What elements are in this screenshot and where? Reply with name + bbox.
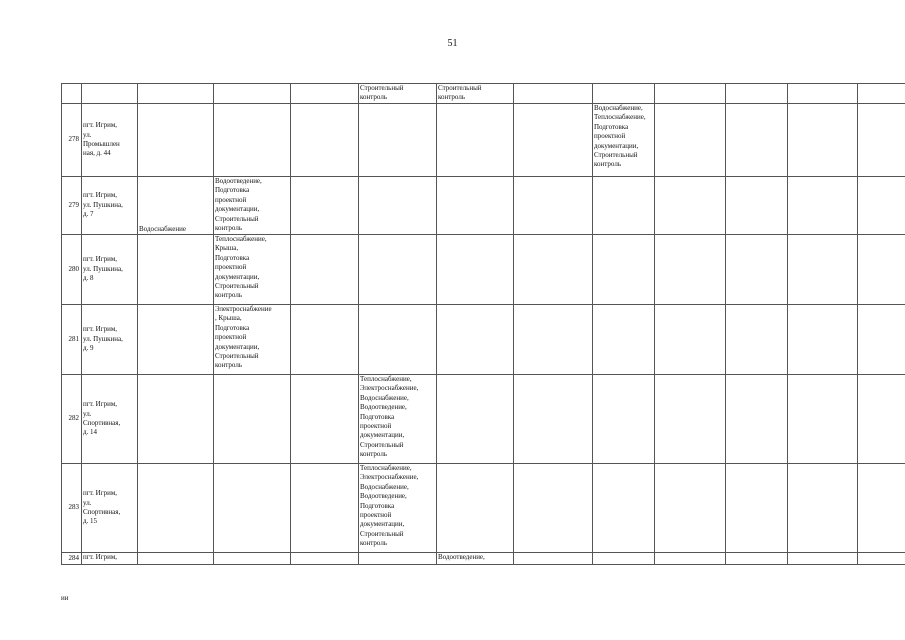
cell-col5: Строительный контроль bbox=[359, 84, 437, 104]
cell-col8 bbox=[593, 553, 655, 565]
cell-col7 bbox=[514, 375, 593, 464]
cell-col12 bbox=[858, 464, 905, 553]
cell-col8 bbox=[593, 84, 655, 104]
cell-col12 bbox=[858, 305, 905, 375]
cell-col7 bbox=[514, 177, 593, 235]
cell-col4 bbox=[291, 464, 359, 553]
cell-col6 bbox=[437, 177, 514, 235]
cell-col9 bbox=[655, 305, 726, 375]
cell-col10 bbox=[726, 84, 788, 104]
cell-col6: Строительный контроль bbox=[437, 84, 514, 104]
cell-col5 bbox=[359, 305, 437, 375]
cell-col6 bbox=[437, 375, 514, 464]
cell-col11 bbox=[788, 464, 858, 553]
cell-col6 bbox=[437, 235, 514, 305]
cell-col11 bbox=[788, 84, 858, 104]
cell-address: пгт. Игрим, ул. Спортивная, д. 15 bbox=[82, 464, 138, 553]
cell-address: пгт. Игрим, ул. Пушкина, д. 9 bbox=[82, 305, 138, 375]
cell-col3 bbox=[214, 375, 291, 464]
cell-num: 283 bbox=[62, 464, 82, 553]
cell-col10 bbox=[726, 305, 788, 375]
cell-col4 bbox=[291, 553, 359, 565]
cell-col5 bbox=[359, 235, 437, 305]
housing-repair-table bbox=[61, 83, 905, 565]
cell-col10 bbox=[726, 235, 788, 305]
cell-col9 bbox=[655, 84, 726, 104]
table-row bbox=[62, 553, 905, 565]
cell-col3 bbox=[214, 84, 291, 104]
cell-col11 bbox=[788, 235, 858, 305]
cell-col5 bbox=[359, 177, 437, 235]
cell-col4 bbox=[291, 235, 359, 305]
cell-col4 bbox=[291, 177, 359, 235]
cell-col11 bbox=[788, 177, 858, 235]
cell-col7 bbox=[514, 464, 593, 553]
cell-col12 bbox=[858, 375, 905, 464]
cell-address: пгт. Игрим, bbox=[82, 553, 138, 565]
cell-address: пгт. Игрим, ул. Спортивная, д. 14 bbox=[82, 375, 138, 464]
cell-col2 bbox=[138, 235, 214, 305]
cell-col7 bbox=[514, 235, 593, 305]
cell-col12 bbox=[858, 104, 905, 177]
cell-col11 bbox=[788, 375, 858, 464]
cell-col5 bbox=[359, 104, 437, 177]
cell-col6 bbox=[437, 305, 514, 375]
cell-col7 bbox=[514, 84, 593, 104]
cell-num bbox=[62, 84, 82, 104]
cell-col9 bbox=[655, 464, 726, 553]
cell-col5 bbox=[359, 553, 437, 565]
cell-col7 bbox=[514, 305, 593, 375]
cell-num: 278 bbox=[62, 104, 82, 177]
cell-col3 bbox=[214, 553, 291, 565]
cell-col7 bbox=[514, 553, 593, 565]
cell-col2 bbox=[138, 375, 214, 464]
cell-num: 281 bbox=[62, 305, 82, 375]
table-row bbox=[62, 235, 905, 305]
cell-col10 bbox=[726, 464, 788, 553]
cell-col5: Теплоснабжение, Электроснабжение, Водоснабжение, Водоотведение, Подготовка проектной документации, Строительный контроль bbox=[359, 375, 437, 464]
table-row bbox=[62, 375, 905, 464]
cell-num: 284 bbox=[62, 553, 82, 565]
cell-col2 bbox=[138, 84, 214, 104]
cell-col8 bbox=[593, 177, 655, 235]
cell-col3 bbox=[214, 464, 291, 553]
cell-col4 bbox=[291, 305, 359, 375]
cell-col10 bbox=[726, 375, 788, 464]
cell-col11 bbox=[788, 104, 858, 177]
table-row bbox=[62, 464, 905, 553]
cell-col8 bbox=[593, 305, 655, 375]
cell-col6 bbox=[437, 464, 514, 553]
cell-col12 bbox=[858, 235, 905, 305]
cell-col6 bbox=[437, 104, 514, 177]
cell-col8: Водоснабжение, Теплоснабжение, Подготовка проектной документации, Строительный контроль bbox=[593, 104, 655, 177]
cell-col10 bbox=[726, 104, 788, 177]
cell-col10 bbox=[726, 553, 788, 565]
cell-address: пгт. Игрим, ул. Пушкина, д. 8 bbox=[82, 235, 138, 305]
cell-col9 bbox=[655, 553, 726, 565]
cell-col12 bbox=[858, 84, 905, 104]
cell-col3: Электроснабжение , Крыша, Подготовка проектной документации, Строительный контроль bbox=[214, 305, 291, 375]
cell-col5: Теплоснабжение, Электроснабжение, Водоснабжение, Водоотведение, Подготовка проектной документации, Строительный контроль bbox=[359, 464, 437, 553]
cell-col8 bbox=[593, 235, 655, 305]
table-row bbox=[62, 177, 905, 235]
cell-address: пгт. Игрим, ул. Промышлен ная, д. 44 bbox=[82, 104, 138, 177]
table-row-continued bbox=[62, 84, 905, 104]
page-number: 51 bbox=[447, 38, 458, 49]
cell-col3 bbox=[214, 104, 291, 177]
cell-col6: Водоотведение, bbox=[437, 553, 514, 565]
cell-num: 279 bbox=[62, 177, 82, 235]
cell-col2 bbox=[138, 305, 214, 375]
cell-col2: Водоснабжение bbox=[138, 177, 214, 235]
cell-col3: Теплоснабжение, Крыша, Подготовка проектной документации, Строительный контроль bbox=[214, 235, 291, 305]
cell-col2 bbox=[138, 553, 214, 565]
cell-col8 bbox=[593, 464, 655, 553]
cell-col12 bbox=[858, 553, 905, 565]
cell-col2 bbox=[138, 104, 214, 177]
cell-col9 bbox=[655, 177, 726, 235]
cell-col4 bbox=[291, 375, 359, 464]
table-row bbox=[62, 305, 905, 375]
cell-address: пгт. Игрим, ул. Пушкина, д. 7 bbox=[82, 177, 138, 235]
cell-col3: Водоотведение, Подготовка проектной документации, Строительный контроль bbox=[214, 177, 291, 235]
cell-col4 bbox=[291, 104, 359, 177]
cell-col9 bbox=[655, 235, 726, 305]
cell-address bbox=[82, 84, 138, 104]
cell-col8 bbox=[593, 375, 655, 464]
cell-col4 bbox=[291, 84, 359, 104]
cell-num: 280 bbox=[62, 235, 82, 305]
cell-col10 bbox=[726, 177, 788, 235]
cell-col7 bbox=[514, 104, 593, 177]
cell-col9 bbox=[655, 104, 726, 177]
cell-col2 bbox=[138, 464, 214, 553]
cell-col9 bbox=[655, 375, 726, 464]
cell-col11 bbox=[788, 553, 858, 565]
table-row bbox=[62, 104, 905, 177]
footer-mark: ии bbox=[61, 594, 69, 602]
cell-col11 bbox=[788, 305, 858, 375]
cell-col12 bbox=[858, 177, 905, 235]
cell-num: 282 bbox=[62, 375, 82, 464]
